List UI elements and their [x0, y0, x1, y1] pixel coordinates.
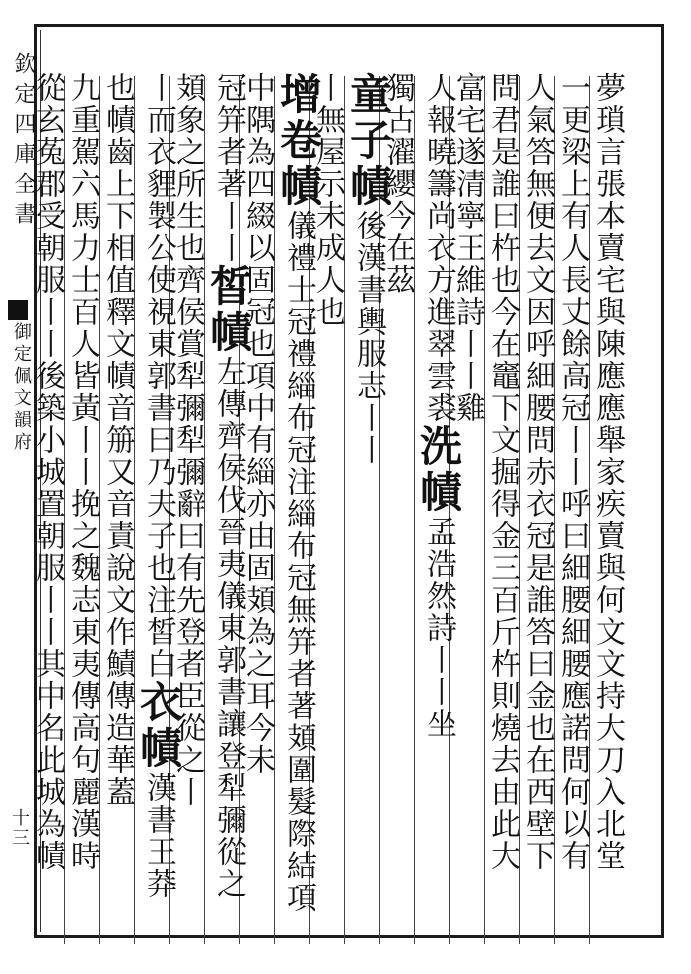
text-column [520, 72, 555, 872]
text-run: 丨無屋示未成人也 [310, 72, 345, 328]
text-column [30, 72, 65, 872]
text-run: 一更梁上有人長丈餘高冠丨丨呼曰細腰細腰應諾問何以有 [555, 72, 590, 872]
text-run: 中隅為四綴以固冠也項中有緇亦由固頍為之耳今未 [240, 72, 275, 776]
text-run: 冠笄者著丨丨 [211, 72, 246, 264]
book-title: 欽定四庫全書 [11, 52, 36, 232]
text-run: 後漢書輿服志丨丨 [351, 210, 386, 466]
text-column [274, 72, 323, 914]
book-subtitle: 御定佩文韻府 [11, 322, 32, 454]
text-column [204, 72, 253, 900]
text-column [414, 72, 463, 740]
text-column [100, 72, 135, 808]
text-run: 獨古濯纓今在茲 [380, 72, 415, 296]
text-run: 夢瑣言張本賣宅與陳應應舉家疾賣與何文文持大刀入北堂 [590, 72, 625, 872]
text-run: 坐 [421, 708, 456, 740]
entry-heading: 增 [274, 72, 323, 118]
text-body [30, 30, 661, 932]
fish-tail-mark-icon [8, 300, 28, 320]
text-run: 也幘齒上下相值釋文幘音笧又音責說文作鰿 [100, 72, 135, 680]
text-column [555, 72, 590, 872]
text-run: 從玄菟郡受朝服丨丨後築小城置朝服丨丨其中名此城為幘 [30, 72, 65, 872]
text-run: 儀禮士冠禮緇布冠注緇布冠無笄者著頍圍髮際結項 [281, 210, 316, 914]
entry-heading: 卷幘 [274, 118, 323, 210]
text-run: 九重駕六馬力士百人皆黃丨丨挽之魏志東夷傳高句麗漢時 [65, 72, 100, 872]
entry-heading: 衣幘 [134, 680, 183, 772]
text-column [590, 72, 625, 872]
text-run: 人報曉籌尚衣方進翠雲裘 [421, 72, 456, 424]
entry-heading: 洗幘 [414, 424, 463, 516]
text-column [134, 72, 183, 900]
text-run: 孟浩然詩丨丨 [421, 516, 456, 708]
entry-heading: 童子幘 [344, 72, 393, 210]
text-run: 傳造華蓋 [100, 680, 135, 808]
text-column [485, 72, 520, 872]
text-run: 人氣答無便去文因呼細腰問赤衣冠是誰答曰金也在西壁下 [520, 72, 555, 872]
text-column [344, 72, 393, 466]
text-run: 頍象之所生也 [170, 72, 205, 264]
text-run: 問君是誰曰杵也今在竈下文掘得金三百斤杵則燒去由此大 [485, 72, 520, 872]
text-column [65, 72, 100, 872]
entry-heading: 皙幘 [204, 264, 253, 356]
text-run: 漢書王莽 [141, 772, 176, 900]
text-run: 左傳齊侯伐晉夷儀東郭書讓登犁彌從之 [211, 356, 246, 900]
text-run: 丨而衣貍製公使視東郭書曰乃夫子也注皙白 [141, 72, 176, 680]
text-run: 齊侯賞犁彌犁彌辭曰有先登者臣從之丨 [170, 264, 205, 808]
text-run: 富宅遂清寧王維詩丨丨雞 [450, 72, 485, 424]
page-number: 十三 [9, 808, 30, 848]
